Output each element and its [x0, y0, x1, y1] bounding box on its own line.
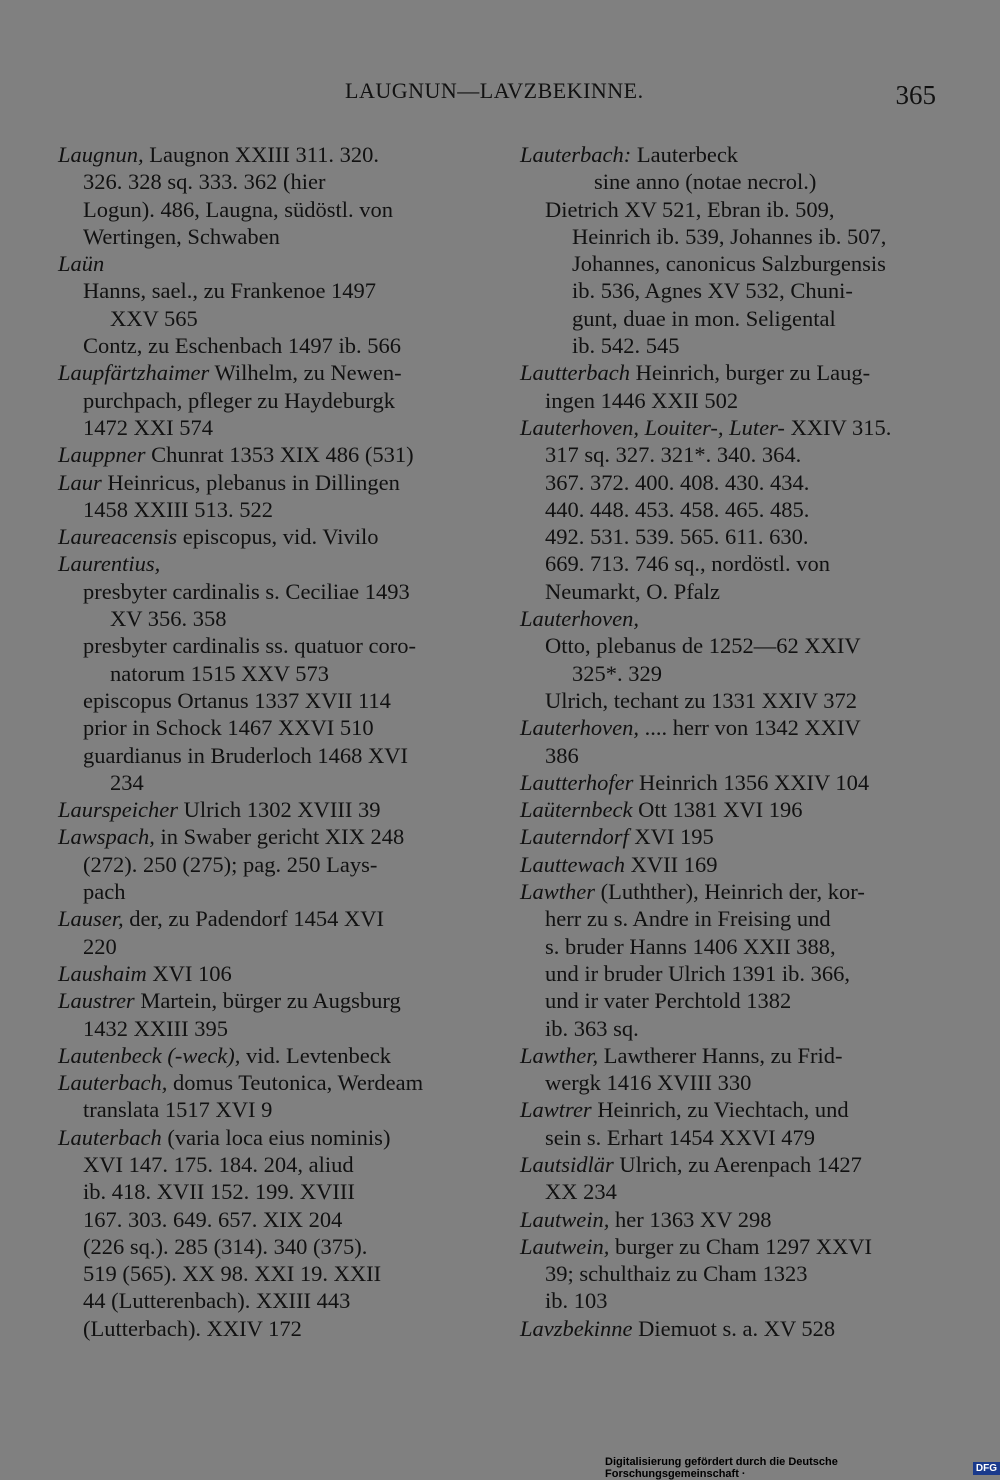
- entry-line: wergk 1416 XVIII 330: [545, 1070, 752, 1096]
- entry-line: [520, 141, 938, 168]
- entry-line: episcopus Ortanus 1337 XVII 114: [83, 687, 391, 713]
- entry-line: 1458 XXIII 513. 522: [83, 496, 273, 522]
- entry-text: Heinrich, zu Viechtach, und: [591, 1097, 849, 1123]
- entry-line: ib. 103: [545, 1288, 608, 1314]
- entry-line: 326. 328 sq. 333. 362 (hier: [83, 169, 326, 195]
- entry-line: [520, 414, 938, 441]
- entry-headword: Lauttewach: [520, 851, 625, 877]
- entry-text: XVI 106: [146, 960, 232, 986]
- entry-headword: Lautwein,: [520, 1206, 610, 1232]
- entry-line: 167. 303. 649. 657. XIX 204: [83, 1206, 343, 1232]
- entry-line: XV 356. 358: [110, 606, 227, 632]
- entry-line: (226 sq.). 285 (314). 340 (375).: [83, 1233, 368, 1259]
- index-entry: [58, 796, 478, 823]
- entry-text: Lawtherer Hanns, zu Frid-: [598, 1042, 843, 1068]
- entry-line: Heinrich ib. 539, Johannes ib. 507,: [572, 223, 887, 249]
- entry-text: der, zu Padendorf 1454 XVI: [123, 906, 384, 932]
- entry-line: guardianus in Bruderloch 1468 XVI: [83, 742, 408, 768]
- entry-text: her 1363 XV 298: [609, 1206, 772, 1232]
- entry-line: 317 sq. 327. 321*. 340. 364.: [545, 442, 802, 468]
- index-entry: [520, 1206, 938, 1233]
- entry-line: 234: [110, 769, 144, 795]
- index-entry: [58, 1042, 478, 1069]
- index-entry: [58, 905, 478, 960]
- entry-line: Dietrich XV 521, Ebran ib. 509,: [545, 196, 835, 222]
- page-number: 365: [895, 80, 936, 110]
- entry-headword: Lautwein,: [520, 1233, 610, 1259]
- index-entry: [520, 359, 938, 414]
- entry-headword: Laün: [58, 251, 105, 277]
- entry-text: Heinricus, plebanus in Dillingen: [101, 469, 400, 495]
- entry-line: ib. 542. 545: [572, 333, 680, 359]
- entry-line: 367. 372. 400. 408. 430. 434.: [545, 469, 810, 495]
- entry-headword: Lautsidlär: [520, 1151, 614, 1177]
- entry-text: in Swaber gericht XIX 248: [154, 824, 405, 850]
- entry-line: Neumarkt, O. Pfalz: [545, 578, 720, 604]
- entry-headword: Lauterbach:: [520, 142, 632, 167]
- entry-line: ib. 418. XVII 152. 199. XVIII: [83, 1179, 355, 1205]
- entry-text: episcopus, vid. Vivilo: [177, 524, 379, 550]
- entry-line: translata 1517 XVI 9: [83, 1097, 273, 1123]
- entry-line: Ulrich, techant zu 1331 XXIV 372: [545, 687, 858, 713]
- entry-text: (Luthther), Heinrich der, kor-: [595, 879, 865, 905]
- entry-line: [520, 714, 938, 741]
- index-entry: [58, 823, 478, 905]
- entry-line: XXV 565: [110, 305, 198, 331]
- entry-headword: Lavzbekinne: [520, 1315, 633, 1341]
- entry-line: 669. 713. 746 sq., nordöstl. von: [545, 551, 831, 577]
- index-entry: [520, 714, 938, 769]
- entry-headword: Laüternbeck: [520, 797, 633, 823]
- entry-line: [520, 1096, 938, 1123]
- entry-line: [520, 605, 938, 632]
- entry-text: Heinrich, burger zu Laug-: [630, 360, 871, 386]
- entry-line: Hanns, sael., zu Frankenoe 1497: [83, 278, 377, 304]
- entry-text: Lauterbeck: [631, 142, 739, 167]
- entry-text: Laugnon XXIII 311. 320.: [143, 142, 380, 167]
- index-entry: [520, 796, 938, 823]
- entry-headword: Lauterhoven,: [520, 606, 639, 632]
- entry-line: XVI 147. 175. 184. 204, aliud: [83, 1151, 354, 1177]
- index-entry: [58, 987, 478, 1042]
- index-entry: [58, 550, 478, 796]
- entry-line: Wertingen, Schwaben: [83, 223, 280, 249]
- entry-line: [58, 1042, 478, 1069]
- entry-line: sein s. Erhart 1454 XXVI 479: [545, 1124, 815, 1150]
- index-entry: [520, 851, 938, 878]
- entry-headword: Laugnun,: [58, 142, 144, 167]
- entry-text: .... herr von 1342 XXIV: [638, 715, 861, 741]
- entry-text: Martein, bürger zu Augsburg: [134, 988, 401, 1014]
- entry-headword: Laurentius,: [58, 551, 161, 577]
- index-entry: [58, 250, 478, 359]
- entry-text: Chunrat 1353 XIX 486 (531): [145, 442, 414, 468]
- entry-line: [58, 441, 478, 468]
- page-header: [0, 78, 1000, 118]
- entry-headword: Lauppner: [58, 442, 146, 468]
- entry-line: [58, 523, 478, 550]
- entry-headword: Lauterbach: [58, 1124, 162, 1150]
- index-entry: [58, 1069, 478, 1124]
- entry-text: Heinrich 1356 XXIV 104: [633, 769, 870, 795]
- entry-line: XX 234: [545, 1179, 617, 1205]
- entry-line: und ir bruder Ulrich 1391 ib. 366,: [545, 960, 850, 986]
- entry-line: [520, 1042, 938, 1069]
- entry-text: XVI 195: [628, 824, 714, 850]
- entry-line: [520, 1315, 938, 1342]
- entry-line: s. bruder Hanns 1406 XXII 388,: [545, 933, 836, 959]
- entry-headword: Laur: [58, 469, 102, 495]
- entry-line: ib. 363 sq.: [545, 1015, 639, 1041]
- index-entry: [58, 441, 478, 468]
- entry-line: [58, 960, 478, 987]
- entry-line: [520, 359, 938, 386]
- entry-text: Ott 1381 XVI 196: [632, 797, 803, 823]
- entry-line: 1432 XXIII 395: [83, 1015, 228, 1041]
- entry-headword: Lautterbach: [520, 360, 630, 386]
- footer-credit: [605, 1456, 1000, 1480]
- entry-line: [58, 823, 478, 850]
- entry-line: gunt, duae in mon. Seligental: [572, 305, 836, 331]
- entry-line: [58, 905, 478, 932]
- entry-headword: Lawspach,: [58, 824, 155, 850]
- entry-line: prior in Schock 1467 XXVI 510: [83, 715, 374, 741]
- entry-line: 386: [545, 742, 579, 768]
- entry-headword: Lauser,: [58, 906, 124, 932]
- entry-line: [520, 1206, 938, 1233]
- entry-headword: Lauterbach,: [58, 1070, 168, 1096]
- index-entry: [520, 823, 938, 850]
- entry-line: ingen 1446 XXII 502: [545, 387, 739, 413]
- entry-line: (272). 250 (275); pag. 250 Lays-: [83, 851, 378, 877]
- entry-text: burger zu Cham 1297 XXVI: [609, 1233, 873, 1259]
- entry-line: [58, 1124, 478, 1151]
- entry-line: [58, 987, 478, 1014]
- index-entry: [58, 960, 478, 987]
- entry-line: [58, 469, 478, 496]
- index-entry: [58, 359, 478, 441]
- index-entry: [520, 769, 938, 796]
- entry-line: [58, 250, 478, 277]
- entry-headword: Laustrer: [58, 988, 135, 1014]
- entry-line: 440. 448. 453. 458. 465. 485.: [545, 496, 810, 522]
- entry-line: [520, 878, 938, 905]
- entry-text: XXIV 315.: [784, 414, 892, 440]
- entry-line: (Lutterbach). XXIV 172: [83, 1315, 302, 1341]
- entry-line: Johannes, canonicus Salzburgensis: [572, 251, 886, 277]
- index-entry: [58, 1124, 478, 1342]
- entry-line: [520, 769, 938, 796]
- entry-line: 39; schulthaiz zu Cham 1323: [545, 1261, 808, 1287]
- index-entry: [58, 523, 478, 550]
- entry-line: [520, 1151, 938, 1178]
- entry-line: und ir vater Perchtold 1382: [545, 988, 792, 1014]
- entry-line: purchpach, pfleger zu Haydeburgk: [83, 387, 395, 413]
- entry-line: pach: [83, 879, 126, 905]
- entry-line: [58, 141, 478, 168]
- entry-headword: Lauterhoven, Louiter-, Luter-: [520, 414, 785, 440]
- entry-line: Logun). 486, Laugna, südöstl. von: [83, 196, 393, 222]
- entry-headword: Laurspeicher: [58, 797, 178, 823]
- entry-text: Ulrich 1302 XVIII 39: [178, 797, 381, 823]
- entry-line: [58, 550, 478, 577]
- index-entry: [520, 414, 938, 605]
- entry-text: XVII 169: [625, 851, 718, 877]
- index-entry: [520, 1151, 938, 1206]
- index-entry: [520, 1233, 938, 1315]
- entry-line: [520, 851, 938, 878]
- entry-line: 492. 531. 539. 565. 611. 630.: [545, 524, 809, 550]
- entry-line: [520, 823, 938, 850]
- entry-headword: Lautterhofer: [520, 769, 634, 795]
- entry-text: (varia loca eius nominis): [161, 1124, 391, 1150]
- entry-line: 44 (Lutterenbach). XXIII 443: [83, 1288, 351, 1314]
- entry-text: Wilhelm, zu Newen-: [209, 360, 402, 386]
- entry-line: [520, 796, 938, 823]
- index-entry: [520, 1042, 938, 1097]
- entry-line: Otto, plebanus de 1252—62 XXIV: [545, 633, 861, 659]
- index-entry: [520, 878, 938, 1042]
- entry-headword: Lauterndorf: [520, 824, 629, 850]
- entry-line: [58, 359, 478, 386]
- footer-text: Digitalisierung gefördert durch die Deutsche Forschungsgemeinschaft ·: [605, 1456, 838, 1480]
- entry-headword: Lawther: [520, 879, 596, 905]
- entry-headword: Lauterhoven,: [520, 715, 639, 741]
- entry-line: [520, 1233, 938, 1260]
- entry-line: ib. 536, Agnes XV 532, Chuni-: [572, 278, 853, 304]
- entry-line: [58, 1069, 478, 1096]
- right-column: [520, 141, 938, 1342]
- entry-headword: Laureacensis: [58, 524, 178, 550]
- entry-headword: Lawtrer: [520, 1097, 592, 1123]
- index-entry: [520, 605, 938, 714]
- index-entry: [520, 141, 938, 359]
- entry-text: vid. Levtenbeck: [240, 1042, 391, 1068]
- entry-text: domus Teutonica, Werdeam: [167, 1070, 424, 1096]
- index-entry: [520, 1096, 938, 1151]
- entry-text: Diemuot s. a. XV 528: [632, 1315, 836, 1341]
- entry-line: 1472 XXI 574: [83, 414, 213, 440]
- index-entry: [520, 1315, 938, 1342]
- entry-line: Contz, zu Eschenbach 1497 ib. 566: [83, 333, 402, 359]
- running-head: LAUGNUN—LAVZBEKINNE.: [345, 78, 644, 103]
- entry-line: [58, 796, 478, 823]
- entry-line: 220: [83, 933, 117, 959]
- entry-line: herr zu s. Andre in Freising und: [545, 906, 831, 932]
- left-column: [58, 141, 478, 1342]
- entry-line: natorum 1515 XXV 573: [110, 660, 329, 686]
- entry-line: presbyter cardinalis ss. quatuor coro-: [83, 633, 417, 659]
- entry-headword: Lautenbeck (-weck),: [58, 1042, 241, 1068]
- entry-line: sine anno (notae necrol.): [594, 169, 817, 195]
- entry-line: presbyter cardinalis s. Ceciliae 1493: [83, 578, 410, 604]
- entry-line: 325*. 329: [572, 660, 662, 686]
- index-entry: [58, 469, 478, 524]
- entry-headword: Lawther,: [520, 1042, 599, 1068]
- entry-headword: Laupfärtzhaimer: [58, 360, 210, 386]
- entry-headword: Laushaim: [58, 960, 147, 986]
- entry-line: 519 (565). XX 98. XXI 19. XXII: [83, 1261, 382, 1287]
- entry-text: Ulrich, zu Aerenpach 1427: [613, 1151, 862, 1177]
- dfg-logo: DFG: [973, 1462, 1000, 1475]
- index-entry: [58, 141, 478, 250]
